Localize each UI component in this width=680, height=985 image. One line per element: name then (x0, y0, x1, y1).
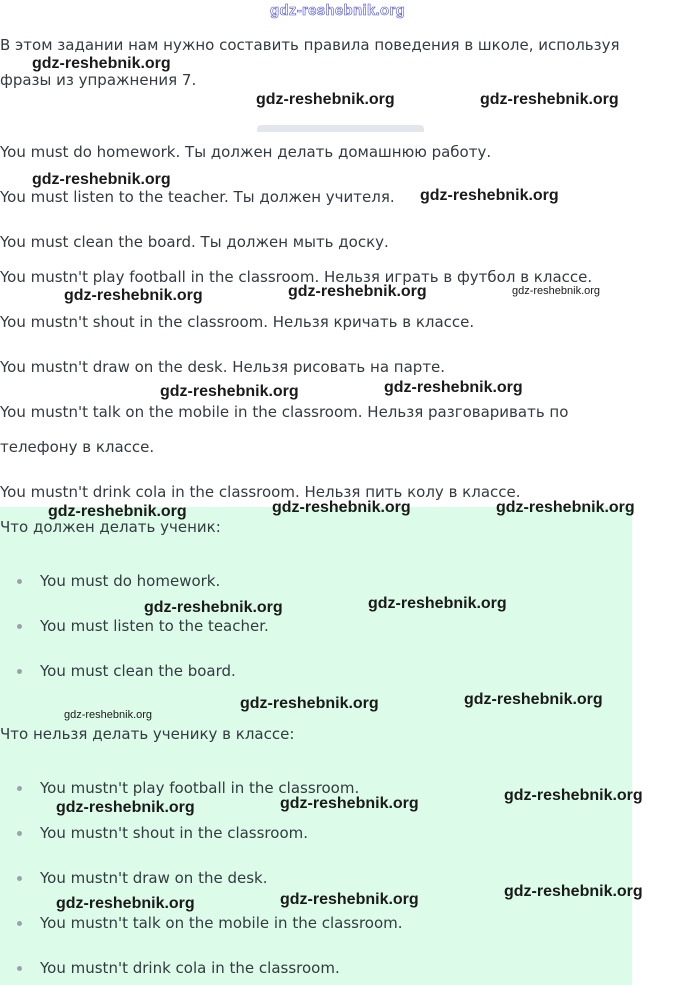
sentence-8: You mustn't drink cola in the classroom. Нельзя пить колу в классе. (0, 483, 521, 501)
mustnt-item: You mustn't shout in the classroom. (40, 824, 309, 842)
sentence-4: You mustn't play football in the classroom. Нельзя играть в футбол в классе. (0, 268, 593, 286)
watermark: gdz-reshebnik.org (56, 799, 195, 816)
mustnt-item: You mustn't drink cola in the classroom. (40, 959, 340, 977)
list-bullet (17, 579, 22, 584)
must-item: You must listen to the teacher. (40, 617, 269, 635)
divider-tab (257, 125, 424, 132)
list-bullet (17, 669, 22, 674)
watermark: gdz-reshebnik.org (288, 283, 427, 300)
watermark: gdz-reshebnik.org (368, 595, 507, 612)
watermark: gdz-reshebnik.org (32, 171, 171, 188)
sentence-1: You must do homework. Ты должен делать домашнюю работу. (0, 143, 492, 161)
mustnt-item: You mustn't draw on the desk. (40, 869, 268, 887)
header-watermark: gdz-reshebnik.org (270, 2, 406, 19)
watermark: gdz-reshebnik.org (496, 499, 635, 516)
watermark: gdz-reshebnik.org (464, 691, 603, 708)
watermark: gdz-reshebnik.org (504, 787, 643, 804)
watermark: gdz-reshebnik.org (256, 91, 395, 108)
list-bullet (17, 786, 22, 791)
must-item: You must do homework. (40, 572, 221, 590)
sentence-5: You mustn't shout in the classroom. Нельзя кричать в классе. (0, 313, 475, 331)
list-bullet (17, 921, 22, 926)
watermark: gdz-reshebnik.org (512, 285, 601, 297)
watermark: gdz-reshebnik.org (144, 599, 283, 616)
watermark: gdz-reshebnik.org (48, 503, 187, 520)
must-heading: Что должен делать ученик: (0, 518, 221, 536)
watermark: gdz-reshebnik.org (420, 187, 559, 204)
sentence-7-continued: телефону в классе. (0, 438, 155, 456)
list-bullet (17, 876, 22, 881)
mustnt-heading: Что нельзя делать ученику в классе: (0, 725, 295, 743)
watermark: gdz-reshebnik.org (240, 695, 379, 712)
sentence-2: You must listen to the teacher. Ты должен учителя. (0, 188, 395, 206)
list-bullet (17, 624, 22, 629)
watermark: gdz-reshebnik.org (32, 55, 171, 72)
mustnt-item: You mustn't play football in the classroom. (40, 779, 360, 797)
watermark: gdz-reshebnik.org (480, 91, 619, 108)
watermark: gdz-reshebnik.org (280, 795, 419, 812)
watermark: gdz-reshebnik.org (280, 891, 419, 908)
watermark: gdz-reshebnik.org (64, 709, 153, 721)
mustnt-item: You mustn't talk on the mobile in the classroom. (40, 914, 403, 932)
watermark: gdz-reshebnik.org (64, 287, 203, 304)
watermark: gdz-reshebnik.org (384, 379, 523, 396)
intro-line-1: В этом задании нам нужно составить правила поведения в школе, используя (0, 36, 620, 54)
sentence-3: You must clean the board. Ты должен мыть доску. (0, 233, 389, 251)
list-bullet (17, 966, 22, 971)
sentence-6: You mustn't draw on the desk. Нельзя рисовать на парте. (0, 358, 446, 376)
watermark: gdz-reshebnik.org (272, 499, 411, 516)
sentence-7: You mustn't talk on the mobile in the classroom. Нельзя разговаривать по (0, 403, 569, 421)
watermark: gdz-reshebnik.org (504, 883, 643, 900)
watermark: gdz-reshebnik.org (160, 383, 299, 400)
watermark: gdz-reshebnik.org (56, 895, 195, 912)
must-item: You must clean the board. (40, 662, 236, 680)
list-bullet (17, 831, 22, 836)
intro-line-2: фразы из упражнения 7. (0, 71, 197, 89)
